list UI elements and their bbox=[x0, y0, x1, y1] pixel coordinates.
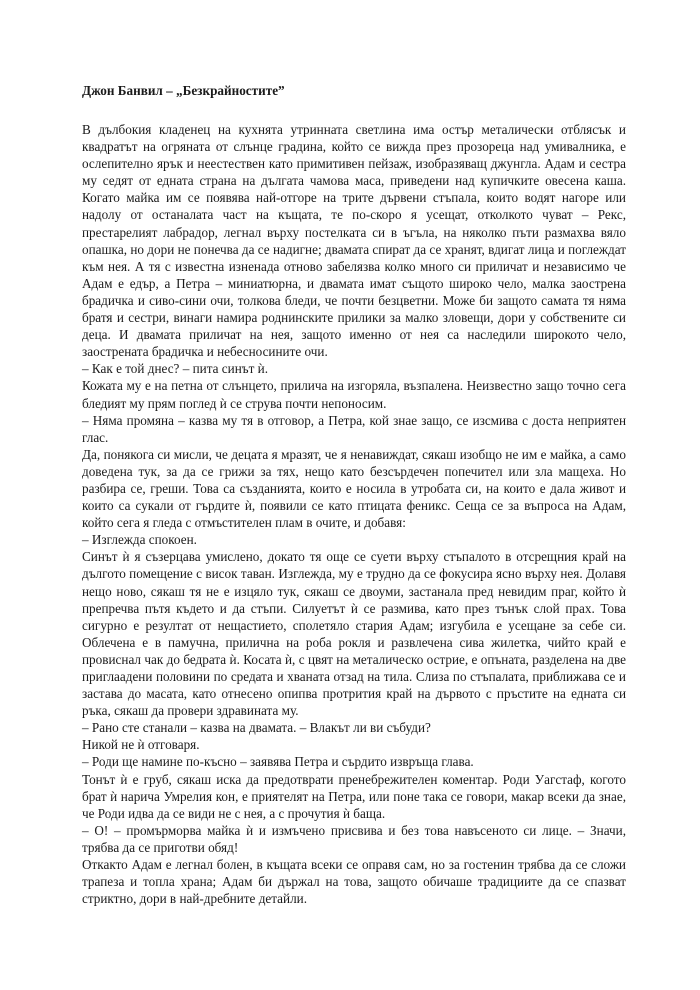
paragraph: – Изглежда спокоен. bbox=[82, 532, 197, 548]
paragraph: Тонът ѝ е груб, сякаш иска да предотврати пренебрежителен коментар. Роди Уагстаф, когото брат ѝ нарича Умрелия кон, е приятелят на Петра, или поне така се говори, макар всеки да знае, че Роди идва да се види не с нея, а с прочутия ѝ баща. bbox=[82, 771, 626, 821]
document-page bbox=[82, 82, 626, 907]
paragraph: В дълбокия кладенец на кухнята утринната светлина има остър металически отблясък и квадратът на огряната от слънце градина, който се вижда през прозореца над умивалника, е ослепително ярък и неестествен като примитивен пейзаж, изобразяващ джунгла. Адам и сестра му седят от едната страна на дългата чамова маса, приведени над купичките овесена каша. Когато майка им се появява най-отгоре на трите дървени стъпала, които водят нагоре или надолу от останалата част на къщата, те по-скоро я усещат, отколкото чуват – Рекс, престарелият лабрадор, легнал върху постелката си в ъгъла, на няколко пъти размахва вяло опашка, но дори не понечва да се надигне; двамата спират да се хранят, вдигат лица и поглеждат към нея. А тя с известна изненада отново забелязва колко много си приличат и независимо че Адам е едър, а Петра – миниатюрна, и двамата имат същото широко чело, малка заострена брадичка и сиво-сини очи, толкова бледи, че почти безцветни. Може би защото самата тя няма братя и сестри, винаги намира роднинските прилики за малко зловещи, дори у собствените си деца. И двамата приличат на нея, защото именно от нея са наследили широкото чело, заострената брадичка и небесносините очи. bbox=[82, 122, 626, 360]
paragraph: Откакто Адам е легнал болен, в къщата всеки се оправя сам, но за гостенин трябва да се сложи трапеза и топла храна; Адам би държал на това, защото обичаше традициите да се спазват стриктно, дори в най-дребните детайли. bbox=[82, 857, 626, 907]
paragraph: Синът ѝ я съзерцава умислено, докато тя още се суети върху стъпалото в отсрещния край на дългото помещение с висок таван. Изглежда, му е трудно да се фокусира ясно върху нея. Долавя нещо ново, сякаш тя не е изцяло тук, сякаш се двоуми, застанала пред невидим праг, който ѝ препречва пътя където и да стъпи. Силуетът ѝ се размива, като през тънък слой прах. Това сигурно е резултат от нещастието, сполетяло стария Адам; изгубила е усещане за себе си. Облечена е в памучна, прилична на роба рокля и развлечена сива жилетка, чийто край е провиснал чак до бедрата ѝ. Косата ѝ, с цвят на металическо острие, е опъната, разделена на две приглаадени половини по средата и хваната отзад на тила. Слиза по стъпалата, приближава се и застава до масата, като отнесено опипва протрития край на дървото с пръстите на едната си ръка, сякаш да провери здравината му. bbox=[82, 549, 626, 719]
document-title: Джон Банвил – „Безкрайностите” bbox=[82, 83, 285, 98]
paragraph: – Рано сте станали – казва на двамата. – Влакът ли ви събуди? bbox=[82, 720, 431, 736]
document-body bbox=[82, 121, 626, 907]
paragraph: Никой не ѝ отговаря. bbox=[82, 737, 200, 753]
paragraph: Да, понякога си мисли, че децата я мразят, че я ненавиждат, сякаш изобщо не им е майка, а само доведена тук, за да се грижи за тях, нещо като безсърдечен попечител или зла мащеха. Но разбира се, греши. Това са създанията, които е носила в утробата си, на които е дала живот и които са сукали от гърдите ѝ, появили се като птицата феникс. Сеща се за въпроса на Адам, който сега я гледа с отмъстителен плам в очите, и добавя: bbox=[82, 446, 626, 531]
paragraph: – Роди ще намине по-късно – заявява Петра и сърдито извръща глава. bbox=[82, 754, 474, 770]
paragraph: Кожата му е на петна от слънцето, прилича на изгоряла, възпалена. Неизвестно защо точно сега бледият му прям поглед ѝ се струва почти непоносим. bbox=[82, 378, 626, 411]
paragraph: – Как е той днес? – пита синът ѝ. bbox=[82, 361, 268, 377]
paragraph: – О! – промърморва майка ѝ и измъчено присвива и без това навъсеното си лице. – Значи, трябва да се приготви обяд! bbox=[82, 822, 626, 855]
paragraph: – Няма промяна – казва му тя в отговор, а Петра, кой знае защо, се изсмива с доста неприятен глас. bbox=[82, 412, 626, 445]
